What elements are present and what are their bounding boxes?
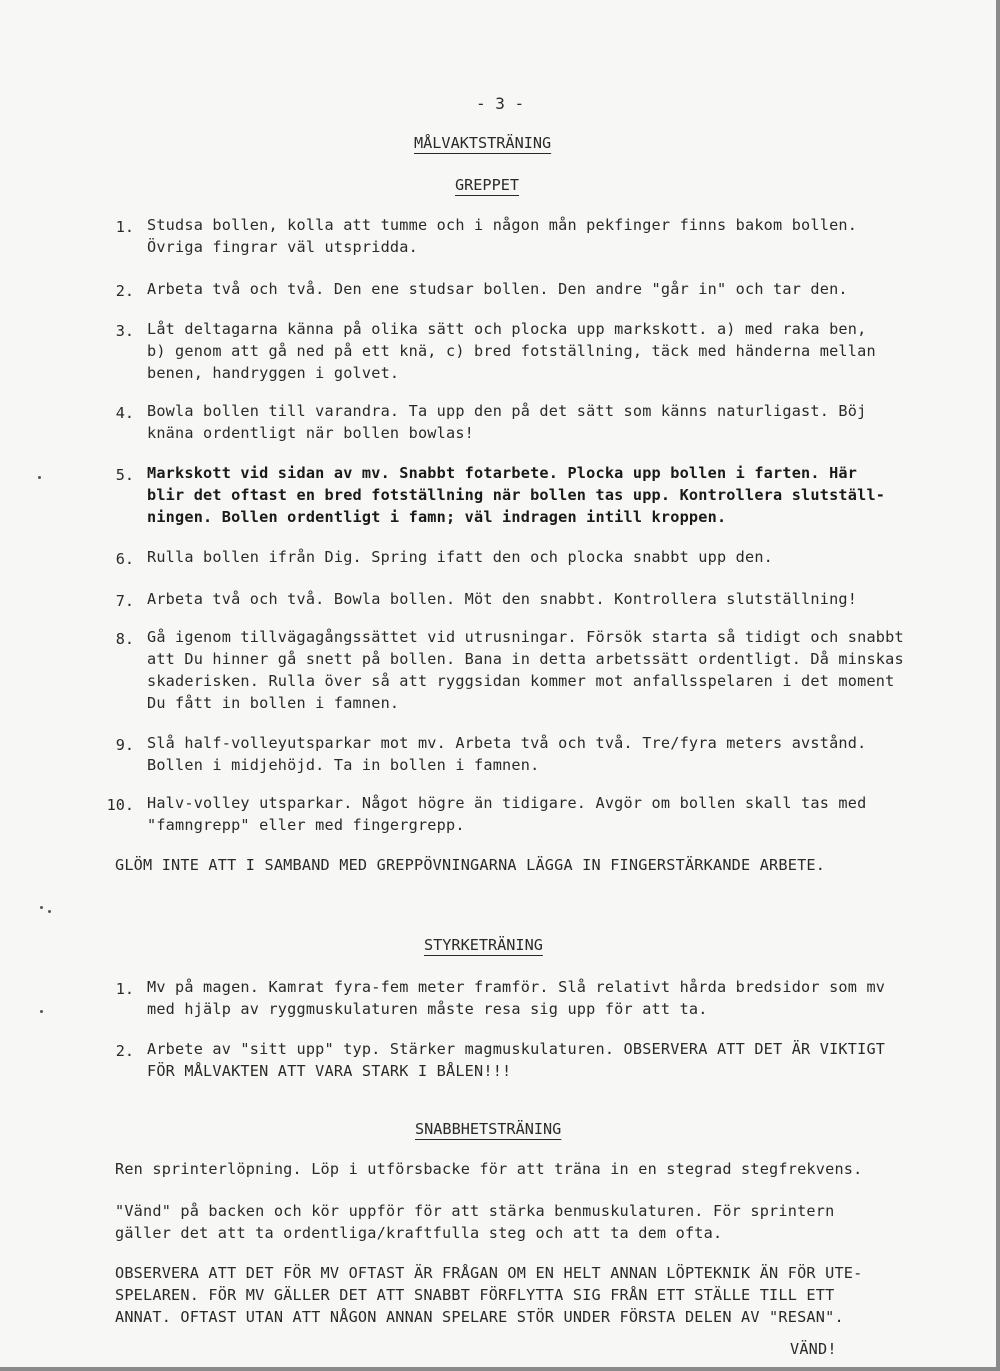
section-title-malvaktstraning: MÅLVAKTSTRÄNING <box>414 134 552 152</box>
item-text-line: Studsa bollen, kolla att tumme och i någon mån pekfinger finns bakom bollen. <box>147 216 858 234</box>
footer-turn-over: VÄND! <box>790 1340 837 1358</box>
item-text-line: Halv-volley utsparkar. Något högre än tidigare. Avgör om bollen skall tas med <box>147 794 867 812</box>
item-text-line: Markskott vid sidan av mv. Snabbt fotarbete. Plocka upp bollen i farten. Här <box>147 464 858 482</box>
item-text-line: benen, handryggen i golvet. <box>147 364 400 382</box>
paragraph-line: gäller det att ta ordentliga/kraftfulla steg och att ta dem ofta. <box>115 1224 723 1242</box>
item-text-line: Slå half-volleyutsparkar mot mv. Arbeta två och två. Tre/fyra meters avstånd. <box>147 734 867 752</box>
scan-speck <box>38 476 41 479</box>
item-text-line: Bollen i midjehöjd. Ta in bollen i famnen. <box>147 756 540 774</box>
item-text-line: Rulla bollen ifrån Dig. Spring ifatt den och plocka snabbt upp den. <box>147 548 774 566</box>
item-number: 3. <box>115 322 134 340</box>
item-text-line: skaderisken. Rulla över så att ryggsidan kommer mot anfallsspelaren i det moment <box>147 672 895 690</box>
item-text-line: Gå igenom tillvägagångssättet vid utrusningar. Försök starta så tidigt och snabbt <box>147 628 904 646</box>
item-text-line: Mv på magen. Kamrat fyra-fem meter framför. Slå relativt hårda bredsidor som mv <box>147 978 886 996</box>
item-text-line: FÖR MÅLVAKTEN ATT VARA STARK I BÅLEN!!! <box>147 1062 512 1080</box>
item-number: 4. <box>115 404 134 422</box>
item-text-line: Arbete av "sitt upp" typ. Stärker magmuskulaturen. OBSERVERA ATT DET ÄR VIKTIGT <box>147 1040 886 1058</box>
section-title-styrketraning: STYRKETRÄNING <box>424 936 543 954</box>
scan-speck <box>40 906 43 909</box>
section-subtitle-greppet: GREPPET <box>455 176 520 194</box>
item-number: 1. <box>115 980 134 998</box>
item-text-line: Bowla bollen till varandra. Ta upp den på det sätt som känns naturligast. Böj <box>147 402 867 420</box>
paragraph-line: SPELAREN. FÖR MV GÄLLER DET ATT SNABBT FÖRFLYTTA SIG FRÅN ETT STÄLLE TILL ETT <box>115 1286 835 1304</box>
item-text-line: att Du hinner gå snett på bollen. Bana in detta arbetssätt ordentligt. Då minskas <box>147 650 904 668</box>
paragraph-line: ANNAT. OFTAST UTAN ATT NÅGON ANNAN SPELARE STÖR UNDER FÖRSTA DELEN AV "RESAN". <box>115 1308 844 1326</box>
paragraph-line: "Vänd" på backen och kör uppför för att stärka benmuskulaturen. För sprintern <box>115 1202 835 1220</box>
item-text-line: blir det oftast en bred fotställning när bollen tas upp. Kontrollera slutställ- <box>147 486 886 504</box>
item-number: 2. <box>115 1042 134 1060</box>
item-text-line: ningen. Bollen ordentligt i famn; väl indragen intill kroppen. <box>147 508 727 526</box>
item-number: 8. <box>115 630 134 648</box>
page-number: - 3 - <box>476 94 525 113</box>
item-number: 2. <box>115 282 134 300</box>
item-number: 1. <box>115 218 134 236</box>
item-number: 9. <box>115 736 134 754</box>
item-text-line: Du fått in bollen i famnen. <box>147 694 400 712</box>
scan-speck <box>48 910 51 913</box>
section-note: GLÖM INTE ATT I SAMBAND MED GREPPÖVNINGARNA LÄGGA IN FINGERSTÄRKANDE ARBETE. <box>115 856 826 874</box>
item-text-line: Arbeta två och två. Den ene studsar bollen. Den andre "går in" och tar den. <box>147 280 848 298</box>
paragraph-line: Ren sprinterlöpning. Löp i utförsbacke för att träna in en stegrad stegfrekvens. <box>115 1160 863 1178</box>
section-title-snabbhetstraning: SNABBHETSTRÄNING <box>415 1120 562 1138</box>
item-text-line: Låt deltagarna känna på olika sätt och plocka upp markskott. a) med raka ben, <box>147 320 867 338</box>
item-text-line: knäna ordentligt när bollen bowlas! <box>147 424 475 442</box>
item-number: 6. <box>115 550 134 568</box>
item-number: 10. <box>106 796 134 814</box>
item-number: 7. <box>115 592 134 610</box>
item-text-line: med hjälp av ryggmuskulaturen måste resa sig upp för att ta. <box>147 1000 708 1018</box>
item-text-line: "famngrepp" eller med fingergrepp. <box>147 816 465 834</box>
item-text-line: b) genom att gå ned på ett knä, c) bred fotställning, täck med händerna mellan <box>147 342 876 360</box>
item-text-line: Arbeta två och två. Bowla bollen. Möt den snabbt. Kontrollera slutställning! <box>147 590 858 608</box>
item-text-line: Övriga fingrar väl utspridda. <box>147 238 418 256</box>
scan-speck <box>40 1010 43 1013</box>
paragraph-line: OBSERVERA ATT DET FÖR MV OFTAST ÄR FRÅGAN OM EN HELT ANNAN LÖPTEKNIK ÄN FÖR UTE- <box>115 1264 863 1282</box>
item-number: 5. <box>115 466 134 484</box>
